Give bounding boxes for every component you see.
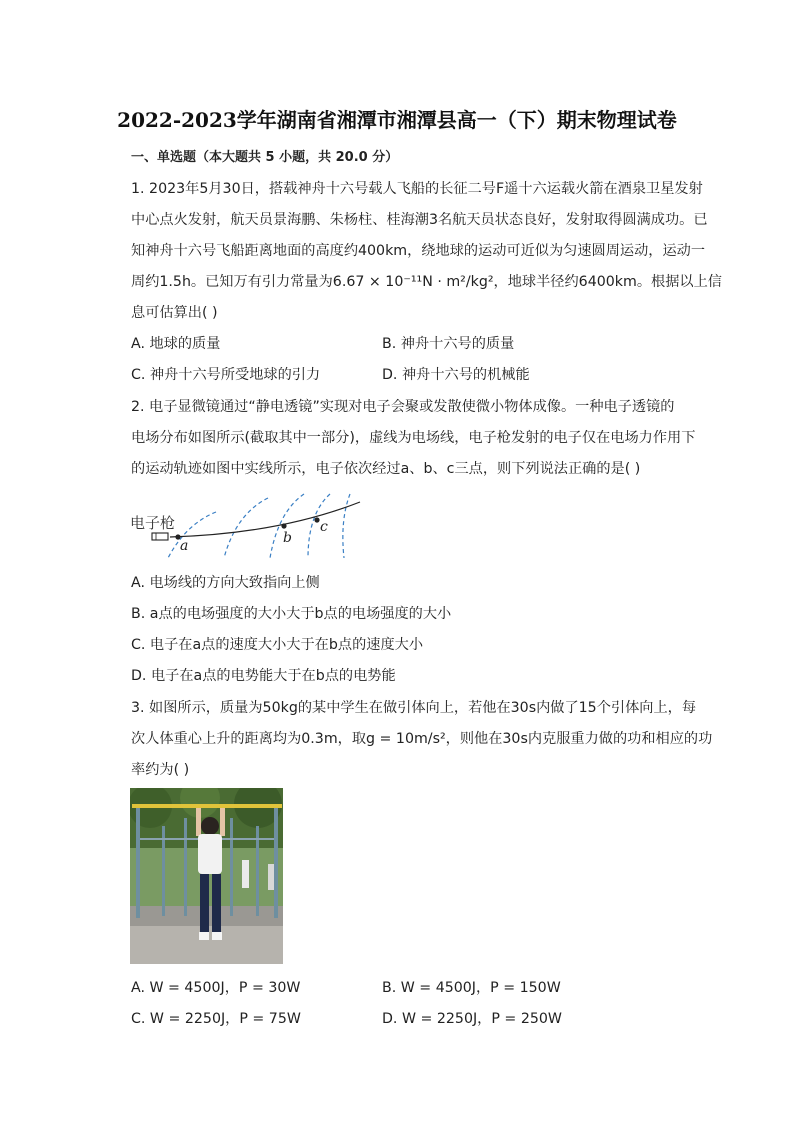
- q1-line-4: 周约1.5h。已知万有引力常量为6.67 × 10⁻¹¹N · m²/kg²，地球半径约6400km。根据以上信: [131, 274, 722, 290]
- q1-option-d: D. 神舟十六号的机械能: [382, 367, 530, 383]
- q1-line-3: 知神舟十六号飞船距离地面的高度约400km，绕地球的运动可近似为匀速圆周运动，运动一: [131, 243, 706, 259]
- q2-option-a: A. 电场线的方向大致指向上侧: [131, 575, 320, 591]
- q1-line-5: 息可估算出( ): [131, 305, 218, 321]
- q2-option-b: B. a点的电场强度的大小大于b点的电场强度的大小: [131, 606, 452, 622]
- q3-line-2: 次人体重心上升的距离均为0.3m，取g = 10m/s²，则他在30s内克服重力做的功和相应的功: [131, 731, 713, 747]
- q1-line-2: 中心点火发射，航天员景海鹏、朱杨柱、桂海潮3名航天员状态良好，发射取得圆满成功。已: [131, 212, 708, 228]
- section-heading: 一、单选题（本大题共 5 小题，共 20.0 分）: [131, 150, 399, 165]
- point-a-label: a: [180, 538, 189, 554]
- q2-option-c: C. 电子在a点的速度大小大于在b点的速度大小: [131, 637, 424, 653]
- exam-title: 2022-2023学年湖南省湘潭市湘潭县高一（下）期末物理试卷: [117, 108, 677, 132]
- q2-option-d: D. 电子在a点的电势能大于在b点的电势能: [131, 668, 396, 684]
- q2-line-2: 电场分布如图所示(截取其中一部分)，虚线为电场线，电子枪发射的电子仅在电场力作用下: [131, 430, 696, 446]
- point-b-label: b: [283, 530, 292, 546]
- q3-line-1: 3. 如图所示，质量为50kg的某中学生在做引体向上，若他在30s内做了15个引体向上，每: [131, 700, 697, 716]
- electron-lens-figure: [128, 490, 368, 562]
- electron-gun-icon: [152, 533, 168, 540]
- q1-option-b: B. 神舟十六号的质量: [382, 336, 515, 352]
- field-line-5: [343, 494, 350, 558]
- q1-option-a: A. 地球的质量: [131, 336, 221, 352]
- point-c-dot: [314, 517, 319, 522]
- q1-option-c: C. 神舟十六号所受地球的引力: [131, 367, 321, 383]
- point-c-label: c: [320, 519, 328, 535]
- pull-up-photo: [130, 788, 283, 964]
- q2-line-1: 2. 电子显微镜通过“静电透镜”实现对电子会聚或发散使微小物体成像。一种电子透镜的: [131, 399, 675, 415]
- q3-option-a: A. W = 4500J，P = 30W: [131, 980, 301, 996]
- electron-gun-label: 电子枪: [130, 514, 176, 532]
- point-b-dot: [281, 523, 286, 528]
- q2-line-3: 的运动轨迹如图中实线所示，电子依次经过a、b、c三点，则下列说法正确的是( ): [131, 461, 641, 477]
- q3-option-b: B. W = 4500J，P = 150W: [382, 980, 561, 996]
- q1-line-1: 1. 2023年5月30日，搭载神舟十六号载人飞船的长征二号F遥十六运载火箭在酒泉卫星发射: [131, 181, 703, 197]
- electron-trajectory: [170, 502, 360, 537]
- q3-line-3: 率约为( ): [131, 762, 190, 778]
- q3-option-d: D. W = 2250J，P = 250W: [382, 1011, 562, 1027]
- q3-option-c: C. W = 2250J，P = 75W: [131, 1011, 301, 1027]
